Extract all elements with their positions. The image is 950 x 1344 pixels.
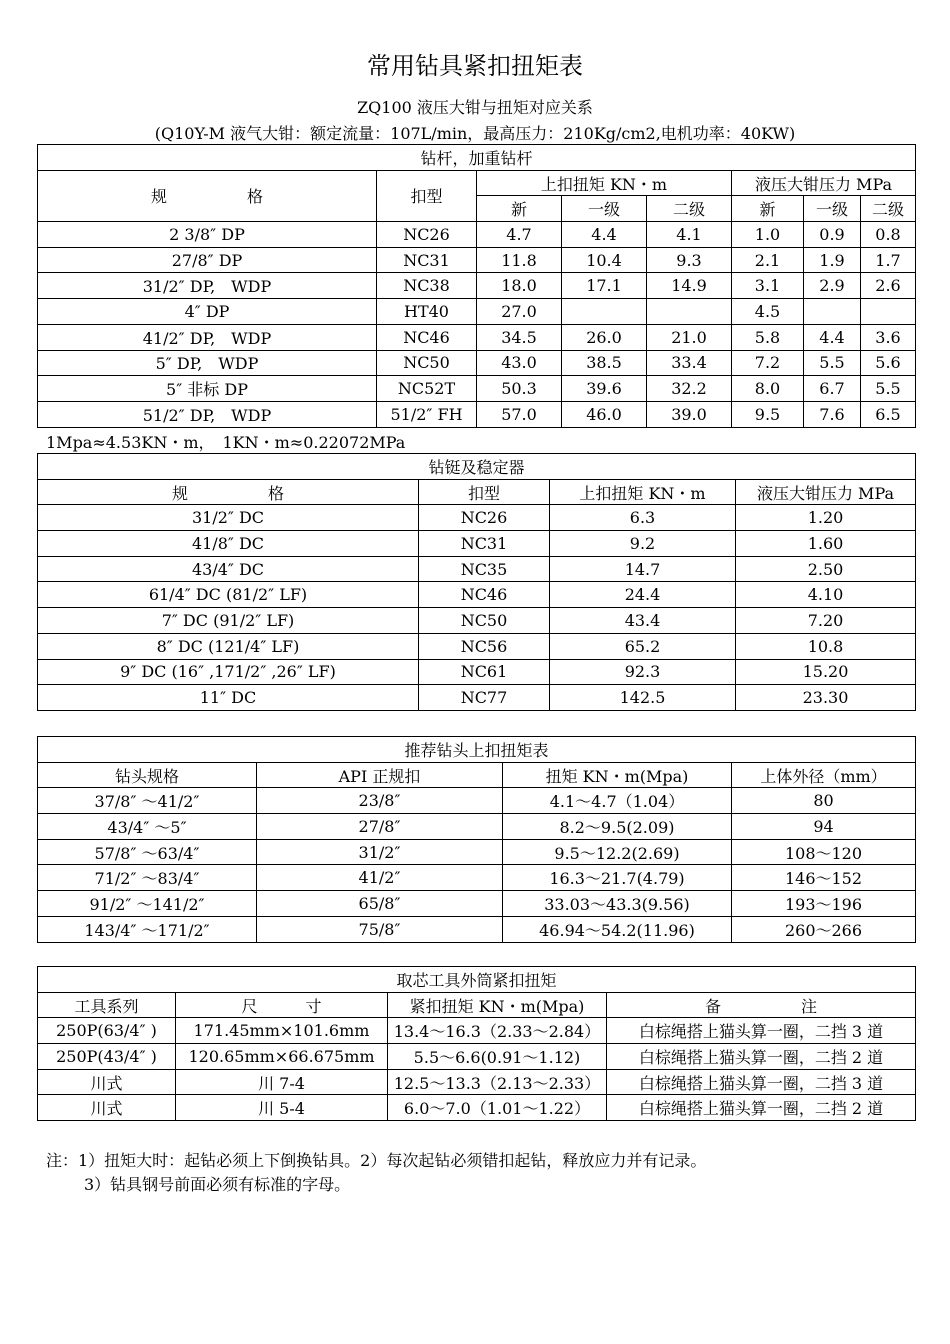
cell-thread: NC50 [377, 350, 477, 376]
cell-thread: HT40 [377, 299, 477, 325]
table-row [38, 376, 916, 402]
cell-torque: 8.2～9.5(2.09) [503, 814, 732, 840]
cell-pressure: 10.8 [736, 633, 916, 659]
cell-torque: 9.5～12.2(2.69) [503, 839, 732, 865]
cell-spec: 8″ DC (121/4″ LF) [38, 633, 419, 659]
header-spec: 规 格 [38, 170, 377, 221]
cell-pressure-new: 4.5 [732, 299, 804, 325]
cell-thread: NC26 [377, 222, 477, 248]
cell-pressure: 1.20 [736, 505, 916, 531]
table-row [38, 273, 916, 299]
cell-pressure-second: 3.6 [861, 324, 916, 350]
cell-body-od: 193～196 [732, 891, 916, 917]
cell-body-od: 94 [732, 814, 916, 840]
drill-pipe-table [37, 144, 916, 428]
cell-torque-new: 57.0 [477, 401, 562, 427]
cell-remark: 白棕绳搭上猫头算一圈，二挡 3 道 [607, 1018, 916, 1044]
cell-torque: 6.0～7.0（1.01～1.22） [388, 1095, 607, 1121]
cell-torque: 4.1～4.7（1.04） [503, 788, 732, 814]
table-row [38, 350, 916, 376]
cell-pressure-first: 1.9 [804, 247, 861, 273]
header-torque: 上扣扭矩 KN・m [477, 170, 732, 196]
cell-torque: 9.2 [550, 531, 736, 557]
cell-pressure-first: 5.5 [804, 350, 861, 376]
cell-torque: 24.4 [550, 582, 736, 608]
cell-thread: NC52T [377, 376, 477, 402]
header-remark: 备 注 [607, 992, 916, 1018]
cell-api-thread: 31/2″ [257, 839, 503, 865]
cell-pressure: 2.50 [736, 556, 916, 582]
cell-spec: 9″ DC (16″ ,171/2″ ,26″ LF) [38, 659, 419, 685]
cell-api-thread: 65/8″ [257, 891, 503, 917]
cell-api-thread: 23/8″ [257, 788, 503, 814]
cell-torque: 13.4～16.3（2.33～2.84） [388, 1018, 607, 1044]
cell-pressure-first: 2.9 [804, 273, 861, 299]
cell-thread: NC61 [419, 659, 550, 685]
cell-pressure-second: 5.5 [861, 376, 916, 402]
table-row [38, 401, 916, 427]
cell-torque-first: 39.6 [562, 376, 647, 402]
cell-torque-second: 14.9 [647, 273, 732, 299]
cell-thread: NC50 [419, 608, 550, 634]
header-torque: 上扣扭矩 KN・m [550, 479, 736, 505]
cell-body-od: 260～266 [732, 916, 916, 942]
cell-torque: 5.5～6.6(0.91～1.12) [388, 1044, 607, 1070]
cell-torque-first: 4.4 [562, 222, 647, 248]
cell-torque: 16.3～21.7(4.79) [503, 865, 732, 891]
table-row [38, 1044, 916, 1070]
cell-torque-new: 50.3 [477, 376, 562, 402]
cell-size: 川 7-4 [176, 1069, 388, 1095]
cell-thread: NC46 [419, 582, 550, 608]
cell-pressure: 4.10 [736, 582, 916, 608]
cell-bit-size: 57/8″ ～63/4″ [38, 839, 257, 865]
header-api-thread: API 正规扣 [257, 762, 503, 788]
header-thread: 扣型 [419, 479, 550, 505]
cell-size: 120.65mm×66.675mm [176, 1044, 388, 1070]
cell-torque: 43.4 [550, 608, 736, 634]
cell-bit-size: 143/4″ ～171/2″ [38, 916, 257, 942]
cell-pressure-new: 8.0 [732, 376, 804, 402]
cell-remark: 白棕绳搭上猫头算一圈，二挡 2 道 [607, 1044, 916, 1070]
table-row [38, 1069, 916, 1095]
table-row [38, 916, 916, 942]
cell-body-od: 146～152 [732, 865, 916, 891]
cell-pressure-new: 7.2 [732, 350, 804, 376]
cell-pressure-first: 4.4 [804, 324, 861, 350]
cell-size: 171.45mm×101.6mm [176, 1018, 388, 1044]
cell-spec: 41/2″ DP, WDP [38, 324, 377, 350]
header-tool-series: 工具系列 [38, 992, 176, 1018]
cell-torque-second: 4.1 [647, 222, 732, 248]
footnote-line-2: 3）钻具钢号前面必须有标准的字母。 [84, 1175, 351, 1194]
cell-torque-second [647, 299, 732, 325]
cell-body-od: 108～120 [732, 839, 916, 865]
header-thread: 扣型 [377, 170, 477, 221]
cell-thread: NC38 [377, 273, 477, 299]
cell-pressure-first: 0.9 [804, 222, 861, 248]
cell-torque-second: 32.2 [647, 376, 732, 402]
coring-tool-table [37, 966, 916, 1121]
cell-spec: 7″ DC (91/2″ LF) [38, 608, 419, 634]
cell-pressure-new: 1.0 [732, 222, 804, 248]
cell-spec: 51/2″ DP, WDP [38, 401, 377, 427]
header-torque: 扭矩 KN・m(Mpa) [503, 762, 732, 788]
header-second: 二级 [861, 196, 916, 222]
cell-torque-first: 26.0 [562, 324, 647, 350]
cell-bit-size: 37/8″ ～41/2″ [38, 788, 257, 814]
cell-spec: 31/2″ DP, WDP [38, 273, 377, 299]
cell-torque-new: 11.8 [477, 247, 562, 273]
cell-pressure-new: 9.5 [732, 401, 804, 427]
cell-torque-new: 27.0 [477, 299, 562, 325]
cell-thread: NC31 [377, 247, 477, 273]
table-row [38, 839, 916, 865]
drill-collar-table [37, 453, 916, 711]
cell-thread: NC56 [419, 633, 550, 659]
table-row [38, 814, 916, 840]
conversion-note: 1Mpa≈4.53KN・m， 1KN・m≈0.22072MPa [46, 433, 406, 452]
cell-tool-series: 250P(63/4″ ) [38, 1018, 176, 1044]
table-row [38, 891, 916, 917]
cell-pressure: 1.60 [736, 531, 916, 557]
cell-pressure-new: 2.1 [732, 247, 804, 273]
cell-thread: NC31 [419, 531, 550, 557]
table-row [38, 505, 916, 531]
table-caption: 取芯工具外筒紧扣扭矩 [38, 967, 916, 993]
table-row [38, 1018, 916, 1044]
cell-pressure-second: 1.7 [861, 247, 916, 273]
cell-pressure-new: 3.1 [732, 273, 804, 299]
cell-pressure-first: 7.6 [804, 401, 861, 427]
cell-torque: 46.94～54.2(11.96) [503, 916, 732, 942]
cell-spec: 41/8″ DC [38, 531, 419, 557]
cell-torque-first [562, 299, 647, 325]
table-caption: 推荐钻头上扣扭矩表 [38, 737, 916, 763]
cell-bit-size: 43/4″ ～5″ [38, 814, 257, 840]
cell-torque: 33.03～43.3(9.56) [503, 891, 732, 917]
cell-thread: 51/2″ FH [377, 401, 477, 427]
cell-torque-new: 4.7 [477, 222, 562, 248]
cell-torque: 6.3 [550, 505, 736, 531]
cell-pressure-first: 6.7 [804, 376, 861, 402]
header-new: 新 [732, 196, 804, 222]
cell-thread: NC77 [419, 685, 550, 711]
cell-thread: NC26 [419, 505, 550, 531]
page-title: 常用钻具紧扣扭矩表 [367, 52, 583, 80]
cell-spec: 5″ 非标 DP [38, 376, 377, 402]
cell-pressure-second: 6.5 [861, 401, 916, 427]
subtitle-q10y: (Q10Y-M 液气大钳：额定流量：107L/min，最高压力：210Kg/cm2,电机功率：40KW) [154, 124, 796, 143]
cell-pressure-new: 5.8 [732, 324, 804, 350]
cell-torque-first: 38.5 [562, 350, 647, 376]
cell-spec: 27/8″ DP [38, 247, 377, 273]
header-second: 二级 [647, 196, 732, 222]
cell-api-thread: 41/2″ [257, 865, 503, 891]
cell-torque-second: 33.4 [647, 350, 732, 376]
cell-spec: 11″ DC [38, 685, 419, 711]
cell-spec: 43/4″ DC [38, 556, 419, 582]
cell-tool-series: 川式 [38, 1095, 176, 1121]
table-row [38, 608, 916, 634]
cell-bit-size: 91/2″ ～141/2″ [38, 891, 257, 917]
cell-api-thread: 75/8″ [257, 916, 503, 942]
table-row [38, 324, 916, 350]
subtitle-zq100: ZQ100 液压大钳与扭矩对应关系 [357, 98, 593, 117]
cell-pressure-second [861, 299, 916, 325]
cell-torque: 142.5 [550, 685, 736, 711]
cell-pressure-first [804, 299, 861, 325]
header-first: 一级 [804, 196, 861, 222]
cell-spec: 61/4″ DC (81/2″ LF) [38, 582, 419, 608]
cell-body-od: 80 [732, 788, 916, 814]
header-pressure: 液压大钳压力 MPa [732, 170, 916, 196]
cell-thread: NC46 [377, 324, 477, 350]
cell-torque-first: 17.1 [562, 273, 647, 299]
cell-thread: NC35 [419, 556, 550, 582]
cell-api-thread: 27/8″ [257, 814, 503, 840]
cell-remark: 白棕绳搭上猫头算一圈，二挡 3 道 [607, 1069, 916, 1095]
cell-remark: 白棕绳搭上猫头算一圈，二挡 2 道 [607, 1095, 916, 1121]
cell-bit-size: 71/2″ ～83/4″ [38, 865, 257, 891]
table-caption: 钻铤及稳定器 [38, 454, 916, 480]
cell-spec: 31/2″ DC [38, 505, 419, 531]
cell-tool-series: 川式 [38, 1069, 176, 1095]
cell-size: 川 5-4 [176, 1095, 388, 1121]
table-row [38, 556, 916, 582]
table-row [38, 531, 916, 557]
header-first: 一级 [562, 196, 647, 222]
cell-torque-second: 39.0 [647, 401, 732, 427]
cell-spec: 5″ DP, WDP [38, 350, 377, 376]
cell-spec: 2 3/8″ DP [38, 222, 377, 248]
table-row [38, 865, 916, 891]
cell-torque-first: 10.4 [562, 247, 647, 273]
cell-torque-second: 21.0 [647, 324, 732, 350]
header-size: 尺 寸 [176, 992, 388, 1018]
table-caption: 钻杆，加重钻杆 [38, 145, 916, 171]
cell-tool-series: 250P(43/4″ ) [38, 1044, 176, 1070]
table-row [38, 1095, 916, 1121]
header-body-od: 上体外径（mm） [732, 762, 916, 788]
cell-pressure: 7.20 [736, 608, 916, 634]
header-spec: 规 格 [38, 479, 419, 505]
cell-spec: 4″ DP [38, 299, 377, 325]
table-row [38, 633, 916, 659]
table-row [38, 788, 916, 814]
table-row [38, 299, 916, 325]
cell-torque: 12.5～13.3（2.13～2.33） [388, 1069, 607, 1095]
header-bit-size: 钻头规格 [38, 762, 257, 788]
cell-pressure-second: 5.6 [861, 350, 916, 376]
cell-torque: 14.7 [550, 556, 736, 582]
cell-torque-first: 46.0 [562, 401, 647, 427]
table-row [38, 247, 916, 273]
cell-pressure-second: 2.6 [861, 273, 916, 299]
header-pressure: 液压大钳压力 MPa [736, 479, 916, 505]
header-new: 新 [477, 196, 562, 222]
bit-torque-table [37, 736, 916, 943]
cell-torque: 65.2 [550, 633, 736, 659]
cell-torque-second: 9.3 [647, 247, 732, 273]
table-row [38, 582, 916, 608]
cell-torque-new: 18.0 [477, 273, 562, 299]
cell-pressure-second: 0.8 [861, 222, 916, 248]
cell-torque-new: 34.5 [477, 324, 562, 350]
table-row [38, 659, 916, 685]
header-torque: 紧扣扭矩 KN・m(Mpa) [388, 992, 607, 1018]
table-row [38, 685, 916, 711]
cell-pressure: 15.20 [736, 659, 916, 685]
cell-torque: 92.3 [550, 659, 736, 685]
cell-pressure: 23.30 [736, 685, 916, 711]
table-row [38, 222, 916, 248]
footnote-line-1: 注：1）扭矩大时：起钻必须上下倒换钻具。2）每次起钻必须错扣起钻，释放应力并有记录。 [46, 1151, 707, 1170]
cell-torque-new: 43.0 [477, 350, 562, 376]
